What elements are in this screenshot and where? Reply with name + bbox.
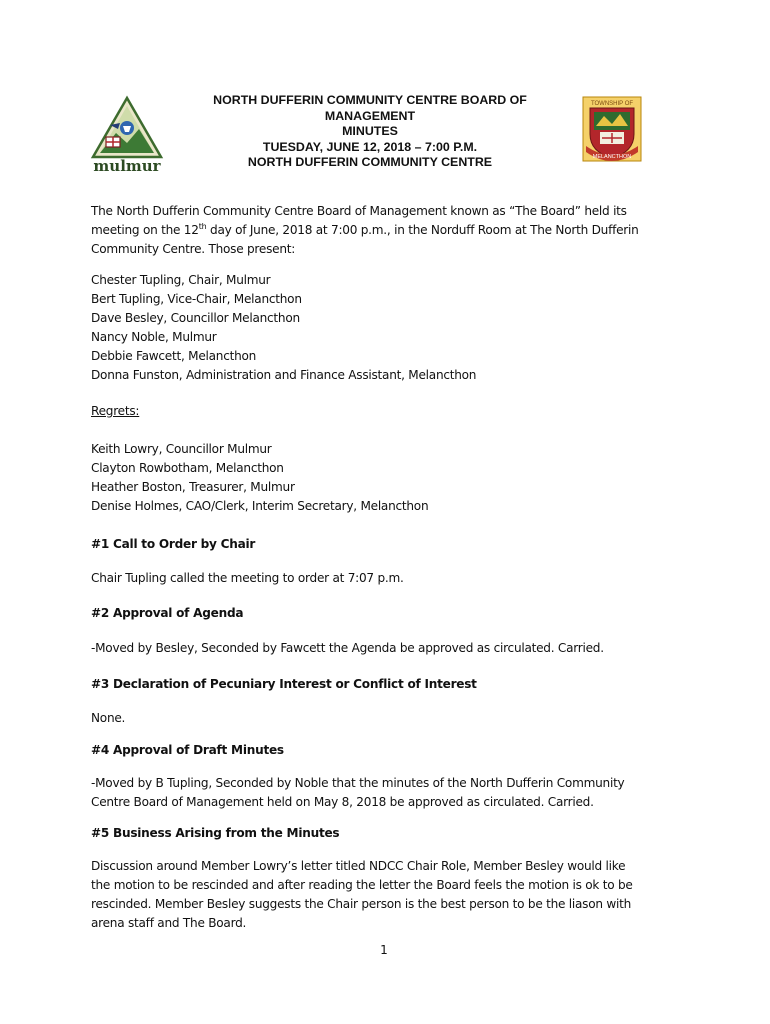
section-5-heading: #5 Business Arising from the Minutes <box>91 826 340 840</box>
header-title-line-2: MANAGEMENT <box>324 108 416 123</box>
section-4-body <box>91 774 691 812</box>
header-location: NORTH DUFFERIN COMMUNITY CENTRE <box>247 155 493 170</box>
header-date: TUESDAY, JUNE 12, 2018 – 7:00 P.M. <box>262 139 478 154</box>
intro-line-3: Community Centre. Those present: <box>91 242 296 256</box>
melancthon-crest <box>582 96 642 162</box>
section-1-body <box>91 569 691 588</box>
section-2-body <box>91 639 691 658</box>
header-title-line-1: NORTH DUFFERIN COMMUNITY CENTRE BOARD OF <box>213 93 527 107</box>
section-2-heading-block <box>91 604 691 623</box>
intro-line-2b: day of June, 2018 at 7:00 p.m., in the Norduff Room at The North Dufferin <box>206 223 639 237</box>
section-5-line-2: the motion to be rescinded and after reading the letter the Board feels the motion is ok to be <box>91 878 633 892</box>
present-item: Donna Funston, Administration and Finance Assistant, Melancthon <box>91 368 477 382</box>
regrets-item: Clayton Rowbotham, Melancthon <box>91 461 284 475</box>
section-1-heading-block <box>91 535 691 554</box>
section-3-text: None. <box>91 711 126 725</box>
present-item: Dave Besley, Councillor Melancthon <box>91 311 300 325</box>
section-3-heading-block <box>91 675 691 694</box>
section-5-heading-block <box>91 824 691 843</box>
header-minutes: MINUTES <box>342 124 398 139</box>
section-2-heading: #2 Approval of Agenda <box>91 606 244 620</box>
present-item: Nancy Noble, Mulmur <box>91 330 217 344</box>
section-5-line-1: Discussion around Member Lowry’s letter titled NDCC Chair Role, Member Besley would like <box>91 859 626 873</box>
intro-line-2 <box>91 221 691 240</box>
crest-bottom-text: MELANCTHON <box>592 154 632 160</box>
section-2-text: -Moved by Besley, Seconded by Fawcett the Agenda be approved as circulated. Carried. <box>91 641 604 655</box>
regrets-item: Keith Lowry, Councillor Mulmur <box>91 442 272 456</box>
regrets-item: Heather Boston, Treasurer, Mulmur <box>91 480 295 494</box>
regrets-item: Denise Holmes, CAO/Clerk, Interim Secretary, Melancthon <box>91 499 429 513</box>
present-item: Debbie Fawcett, Melancthon <box>91 349 257 363</box>
section-5-line-4: arena staff and The Board. <box>91 916 247 930</box>
section-4-line-2: Centre Board of Management held on May 8, 2018 be approved as circulated. Carried. <box>91 795 594 809</box>
section-3-heading: #3 Declaration of Pecuniary Interest or Conflict of Interest <box>91 677 477 691</box>
crest-top-text: TOWNSHIP OF <box>590 101 634 107</box>
intro-line-1: The North Dufferin Community Centre Board of Management known as “The Board” held its <box>91 204 627 218</box>
section-4-line-1: -Moved by B Tupling, Seconded by Noble that the minutes of the North Dufferin Community <box>91 776 625 790</box>
section-4-heading-block <box>91 741 691 760</box>
section-1-heading: #1 Call to Order by Chair <box>91 537 256 551</box>
regrets-list <box>91 440 691 516</box>
section-1-text: Chair Tupling called the meeting to order at 7:07 p.m. <box>91 571 404 585</box>
present-item: Bert Tupling, Vice-Chair, Melancthon <box>91 292 302 306</box>
mulmur-logo <box>88 95 166 175</box>
intro-superscript: th <box>198 222 207 231</box>
present-list <box>91 271 691 385</box>
section-3-body <box>91 709 691 728</box>
intro-line-2a: meeting on the 12 <box>91 223 199 237</box>
mulmur-logo-text: mulmur <box>93 157 161 175</box>
section-5-line-3: rescinded. Member Besley suggests the Chair person is the best person to be the liason with <box>91 897 632 911</box>
regrets-label-block <box>91 402 691 421</box>
page-number: 1 <box>380 943 388 957</box>
present-item: Chester Tupling, Chair, Mulmur <box>91 273 271 287</box>
section-5-body <box>91 857 691 933</box>
section-4-heading: #4 Approval of Draft Minutes <box>91 743 284 757</box>
document-header <box>165 93 575 171</box>
regrets-label: Regrets: <box>91 404 140 418</box>
intro-paragraph <box>91 202 691 259</box>
